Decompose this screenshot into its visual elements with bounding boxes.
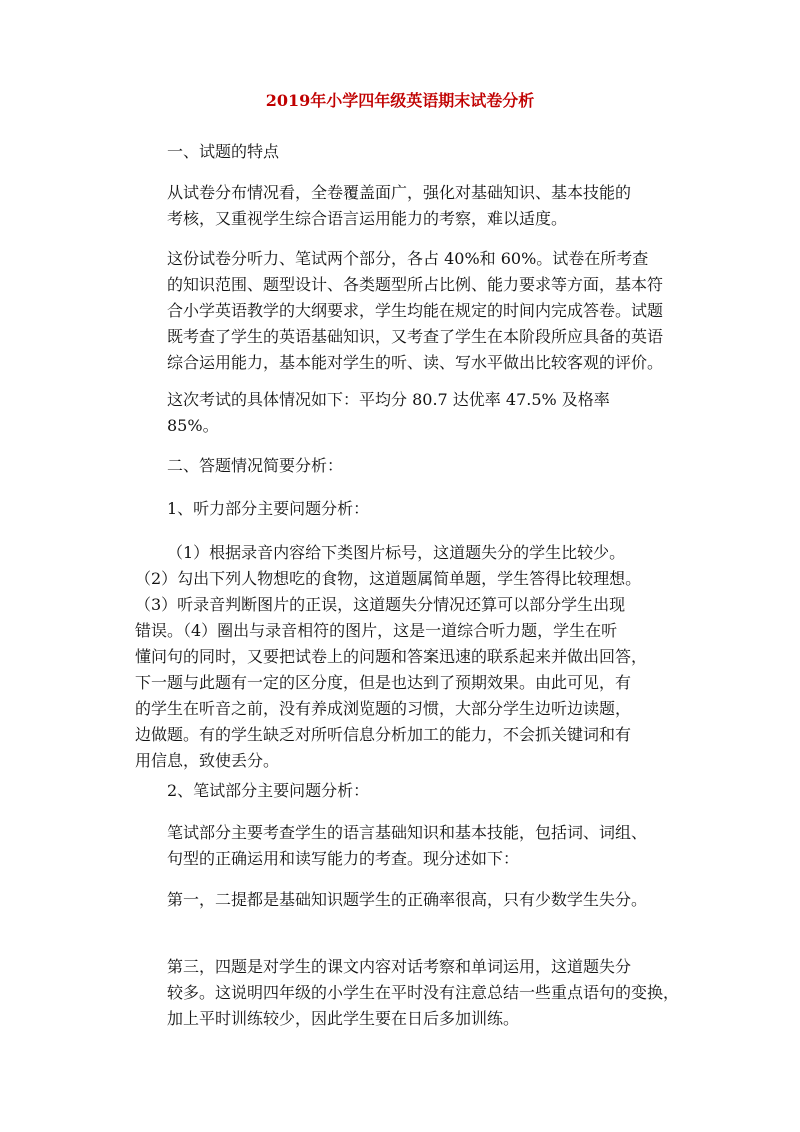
text-line: 既考查了学生的英语基础知识，又考查了学生在本阶段所应具备的英语 <box>167 327 664 346</box>
paragraph-written-intro <box>135 820 735 872</box>
text-line: 第三，四题是对学生的课文内容对话考察和单词运用，这道题失分 <box>167 957 632 976</box>
text-line: 句型的正确运用和读写能力的考查。现分述如下： <box>167 849 520 868</box>
text-line: 第一，二提都是基础知识题学生的正确率很高，只有少数学生失分。 <box>167 890 648 909</box>
heading-written <box>135 778 735 804</box>
paragraph-listening-analysis <box>135 540 735 774</box>
document-title: 2019年小学四年级英语期末试卷分析 <box>265 91 535 110</box>
text-line: 错误。（4）圈出与录音相符的图片，这是一道综合听力题，学生在听 <box>135 621 618 640</box>
text-line: （1）根据录音内容给下类图片标号，这道题失分的学生比较少。 <box>167 543 626 562</box>
text-line: 2、笔试部分主要问题分析： <box>167 781 370 800</box>
text-line: 合小学英语教学的大纲要求，学生均能在规定的时间内完成答卷。试题 <box>167 301 664 320</box>
text-line: 从试卷分布情况看，全卷覆盖面广，强化对基础知识、基本技能的 <box>167 183 632 202</box>
paragraph-structure <box>135 246 735 376</box>
text-line: 懂问句的同时，又要把试卷上的问题和答案迅速的联系起来并做出回答， <box>135 647 648 666</box>
text-line: 一、试题的特点 <box>167 142 280 161</box>
heading-section-2 <box>135 453 735 479</box>
text-line: 这次考试的具体情况如下：平均分 80.7 达优率 47.5% 及格率 <box>167 390 610 409</box>
paragraph-questions-1-2 <box>135 887 735 913</box>
text-line: 这份试卷分听力、笔试两个部分，各占 40%和 60%。试卷在所考查 <box>167 249 649 268</box>
text-line: 的学生在听音之前，没有养成浏览题的习惯，大部分学生边听边读题， <box>135 699 632 718</box>
text-line: 笔试部分主要考查学生的语言基础知识和基本技能，包括词、词组、 <box>167 823 648 842</box>
text-line: 的知识范围、题型设计、各类题型所占比例、能力要求等方面，基本符 <box>167 275 664 294</box>
text-line: 综合运用能力，基本能对学生的听、读、写水平做出比较客观的评价。 <box>167 353 664 372</box>
text-line: 加上平时训练较少，因此学生要在日后多加训练。 <box>167 1009 520 1028</box>
heading-section-1 <box>135 139 735 165</box>
text-line: 二、答题情况简要分析： <box>167 456 344 475</box>
paragraph-questions-3-4 <box>135 954 735 1032</box>
heading-listening <box>135 496 735 522</box>
text-line: （2）勾出下列人物想吃的食物，这道题属简单题，学生答得比较理想。 <box>135 569 642 588</box>
text-line: 考核，又重视学生综合语言运用能力的考察，难以适度。 <box>167 209 568 228</box>
text-line: 下一题与此题有一定的区分度，但是也达到了预期效果。由此可见，有 <box>135 673 632 692</box>
text-line: （3）听录音判断图片的正误，这道题失分情况还算可以部分学生出现 <box>135 595 626 614</box>
text-line: 85%。 <box>167 416 219 435</box>
text-line: 1、听力部分主要问题分析： <box>167 499 370 518</box>
text-line: 较多。这说明四年级的小学生在平时没有注意总结一些重点语句的变换， <box>167 983 680 1002</box>
text-line: 边做题。有的学生缺乏对所听信息分析加工的能力，不会抓关键词和有 <box>135 725 632 744</box>
paragraph-coverage <box>135 180 735 232</box>
text-line: 用信息，致使丢分。 <box>135 751 280 770</box>
paragraph-exam-stats <box>135 387 735 439</box>
